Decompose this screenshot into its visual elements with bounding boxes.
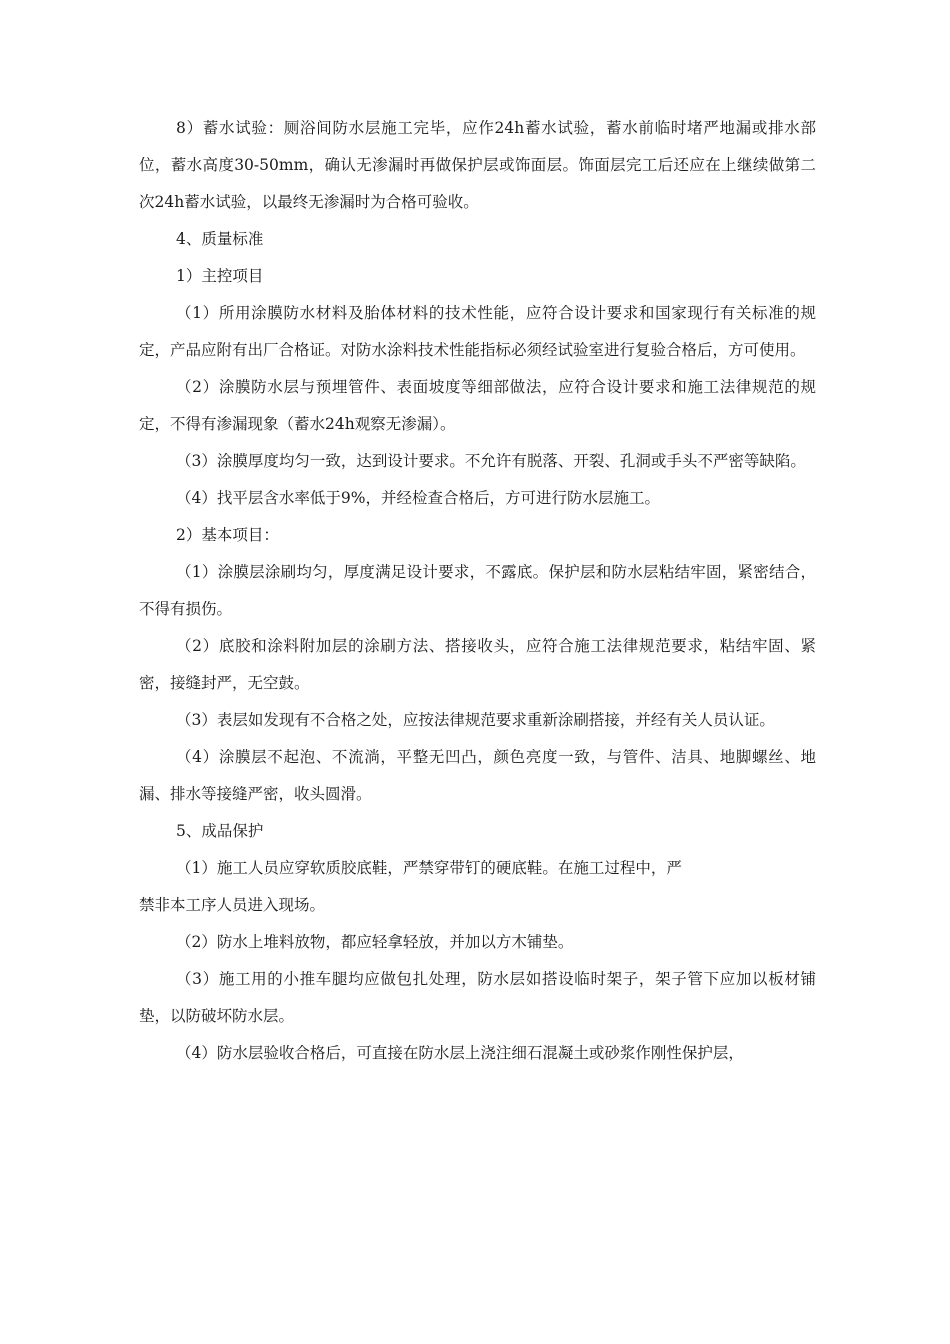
paragraph-basic-item-4: （4）涂膜层不起泡、不流淌，平整无凹凸，颜色亮度一致，与管件、洁具、地脚螺丝、地漏、排水等接缝严密，收头圆滑。 <box>139 748 816 803</box>
paragraph-protect-item-1-line-2: 禁非本工序人员进入现场。 <box>139 896 326 914</box>
paragraph-protect-item-2: （2）防水上堆料放物，都应轻拿轻放，并加以方木铺垫。 <box>176 933 574 951</box>
subheading-main-control-items: 1）主控项目 <box>176 267 264 285</box>
paragraph-main-item-2: （2）涂膜防水层与预埋管件、表面坡度等细部做法，应符合设计要求和施工法律规范的规定，不得有渗漏现象（蓄水24h观察无渗漏）。 <box>139 378 816 433</box>
paragraph-water-test: 8）蓄水试验：厕浴间防水层施工完毕，应作24h蓄水试验，蓄水前临时堵严地漏或排水部位，蓄水高度30-50mm，确认无渗漏时再做保护层或饰面层。饰面层完工后还应在上继续做第二次24h蓄水试验，以最终无渗漏时为合格可验收。 <box>139 119 816 211</box>
document-body <box>139 110 816 1072</box>
paragraph-protect-item-3: （3）施工用的小推车腿均应做包扎处理，防水层如搭设临时架子，架子管下应加以板材铺垫，以防破坏防水层。 <box>139 970 816 1025</box>
paragraph-protect-item-4: （4）防水层验收合格后，可直接在防水层上浇注细石混凝土或砂浆作刚性保护层， <box>176 1044 744 1062</box>
paragraph-protect-item-1-line-1: （1）施工人员应穿软质胶底鞋，严禁穿带钉的硬底鞋。在施工过程中，严 <box>176 859 682 877</box>
paragraph-basic-item-3: （3）表层如发现有不合格之处，应按法律规范要求重新涂刷搭接，并经有关人员认证。 <box>176 711 775 729</box>
section-heading-quality-standard: 4、质量标准 <box>176 230 264 248</box>
section-heading-product-protection: 5、成品保护 <box>176 822 264 840</box>
paragraph-main-item-1: （1）所用涂膜防水材料及胎体材料的技术性能，应符合设计要求和国家现行有关标准的规定，产品应附有出厂合格证。对防水涂料技术性能指标必须经试验室进行复验合格后，方可使用。 <box>139 304 816 359</box>
subheading-basic-items: 2）基本项目： <box>176 526 279 544</box>
paragraph-main-item-3: （3）涂膜厚度均匀一致，达到设计要求。不允许有脱落、开裂、孔洞或手头不严密等缺陷。 <box>176 452 806 470</box>
paragraph-main-item-4: （4）找平层含水率低于9%，并经检查合格后，方可进行防水层施工。 <box>176 489 660 507</box>
paragraph-basic-item-2: （2）底胶和涂料附加层的涂刷方法、搭接收头，应符合施工法律规范要求，粘结牢固、紧密，接缝封严，无空鼓。 <box>139 637 816 692</box>
paragraph-basic-item-1: （1）涂膜层涂刷均匀，厚度满足设计要求，不露底。保护层和防水层粘结牢固，紧密结合，不得有损伤。 <box>139 563 816 618</box>
